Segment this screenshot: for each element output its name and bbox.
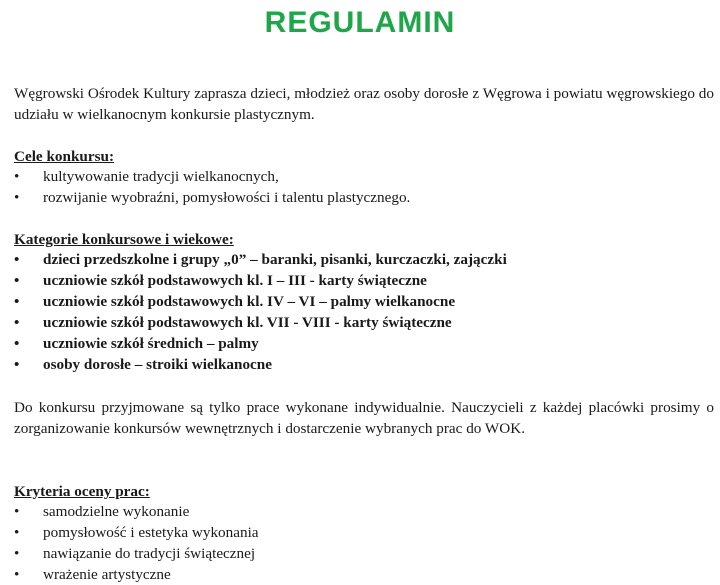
- list-item: [14, 270, 714, 291]
- list-item-text: pomysłowość i estetyka wykonania: [43, 524, 259, 541]
- bullet-icon: •: [14, 566, 20, 583]
- categories-heading: Kategorie konkursowe i wiekowe:: [14, 231, 234, 248]
- bullet-icon: •: [14, 524, 20, 541]
- bullet-icon: •: [14, 168, 20, 185]
- bullet-icon: •: [14, 251, 20, 268]
- document-title: REGULAMIN: [264, 6, 456, 39]
- list-item: [14, 249, 714, 270]
- intro-paragraph: Węgrowski Ośrodek Kultury zaprasza dzieci, młodzież oraz osoby dorosłe z Węgrowa i powiatu węgrowskiego do udziału w wielkanocnym konkursie plastycznym.: [14, 85, 714, 123]
- criteria-heading: Kryteria oceny prac:: [14, 483, 150, 500]
- bullet-icon: •: [14, 356, 20, 373]
- bullet-icon: •: [14, 314, 20, 331]
- list-item-text: dzieci przedszkolne i grupy „0” – baranki, pisanki, kurczaczki, zajączki: [43, 251, 507, 268]
- list-item-text: rozwijanie wyobraźni, pomysłowości i talentu plastycznego.: [43, 189, 411, 206]
- bullet-icon: •: [14, 545, 20, 562]
- bullet-icon: •: [14, 189, 20, 206]
- bullet-icon: •: [14, 272, 20, 289]
- criteria-list: [14, 501, 714, 585]
- list-item: [14, 312, 714, 333]
- list-item-text: wrażenie artystyczne: [43, 566, 171, 583]
- list-item: [14, 187, 714, 208]
- list-item-text: nawiązanie do tradycji świątecznej: [43, 545, 256, 562]
- list-item-text: uczniowie szkół podstawowych kl. I – III - karty świąteczne: [43, 272, 427, 289]
- list-item: [14, 522, 714, 543]
- list-item-text: kultywowanie tradycji wielkanocnych,: [43, 168, 279, 185]
- list-item-text: uczniowie szkół podstawowych kl. VII - VIII - karty świąteczne: [43, 314, 452, 331]
- list-item-text: osoby dorosłe – stroiki wielkanocne: [43, 356, 272, 373]
- list-item-text: uczniowie szkół podstawowych kl. IV – VI – palmy wielkanocne: [43, 293, 456, 310]
- list-item: [14, 501, 714, 522]
- categories-list: [14, 249, 714, 375]
- bullet-icon: •: [14, 503, 20, 520]
- list-item: [14, 543, 714, 564]
- list-item: [14, 333, 714, 354]
- list-item: [14, 354, 714, 375]
- list-item: [14, 166, 714, 187]
- list-item: [14, 291, 714, 312]
- list-item: [14, 564, 714, 585]
- list-item-text: uczniowie szkół średnich – palmy: [43, 335, 259, 352]
- rules-paragraph: Do konkursu przyjmowane są tylko prace wykonane indywidualnie. Nauczycieli z każdej placówki prosimy o zorganizowanie konkursów wewnętrznych i dostarczenie wybranych prac do WOK.: [14, 399, 714, 437]
- goals-heading: Cele konkursu:: [14, 148, 115, 165]
- list-item-text: samodzielne wykonanie: [43, 503, 190, 520]
- bullet-icon: •: [14, 335, 20, 352]
- goals-list: [14, 166, 714, 208]
- bullet-icon: •: [14, 293, 20, 310]
